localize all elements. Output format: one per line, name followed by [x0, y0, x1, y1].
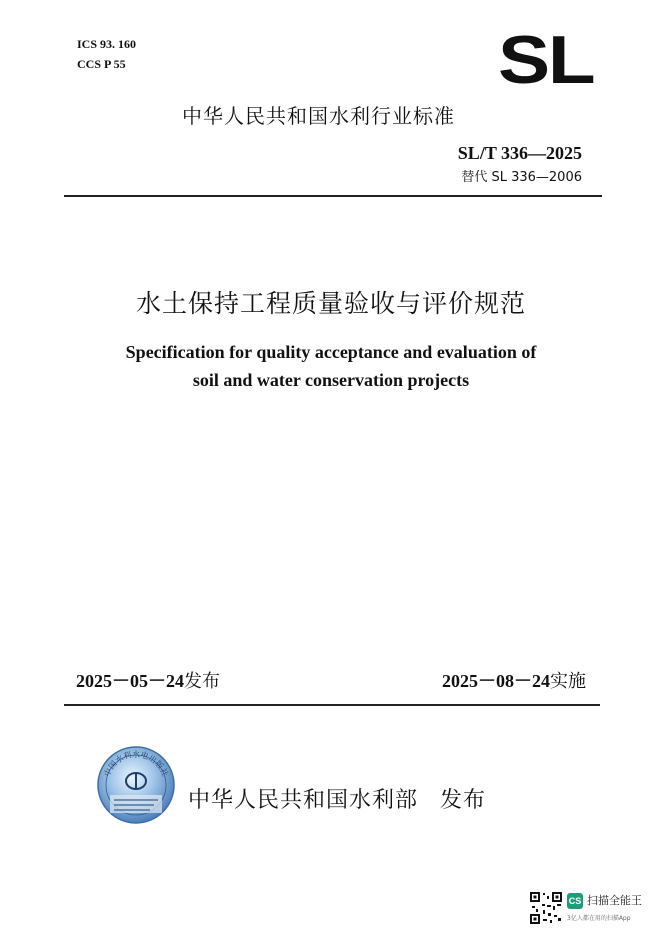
publish-label: 发布: [184, 671, 220, 692]
publish-date-block: [76, 667, 220, 693]
ics-code: ICS 93. 160: [77, 37, 137, 51]
publisher-line: [188, 783, 486, 814]
document-title-chinese: 水土保持工程质量验收与评价规范: [135, 289, 526, 318]
ccs-code: CCS P 55: [77, 57, 126, 71]
standard-category-title: 中华人民共和国水利行业标准: [182, 104, 455, 128]
implement-date-block: [442, 667, 586, 693]
top-divider: [64, 195, 602, 197]
qr-code-icon: [529, 891, 563, 925]
camscanner-name: 扫描全能王: [587, 894, 642, 907]
english-title-line-1: Specification for quality acceptance and evaluation of: [125, 342, 537, 362]
standard-number: SL/T 336—2025: [457, 143, 582, 163]
implement-date: 2025－08－24: [442, 671, 550, 691]
document-title-english: [0, 338, 662, 394]
seal-icon: [96, 745, 176, 825]
seal-text: 中国水利水电出版社: [102, 750, 170, 778]
camscanner-badge: CS: [567, 893, 583, 909]
publisher-action: 发布: [440, 788, 487, 813]
bottom-divider: [64, 704, 600, 706]
camscanner-tagline: 3亿人都在用的扫描App: [567, 915, 631, 922]
publisher-name: 中华人民共和国水利部: [188, 788, 419, 813]
implement-label: 实施: [550, 671, 586, 692]
classification-codes: [77, 34, 136, 74]
replaces-standard: 替代 SL 336—2006: [461, 170, 582, 185]
publish-date: 2025－05－24: [76, 671, 184, 691]
english-title-line-2: soil and water conservation projects: [192, 370, 470, 390]
publisher-seal: [96, 745, 176, 825]
sl-logo: SL: [498, 22, 594, 98]
